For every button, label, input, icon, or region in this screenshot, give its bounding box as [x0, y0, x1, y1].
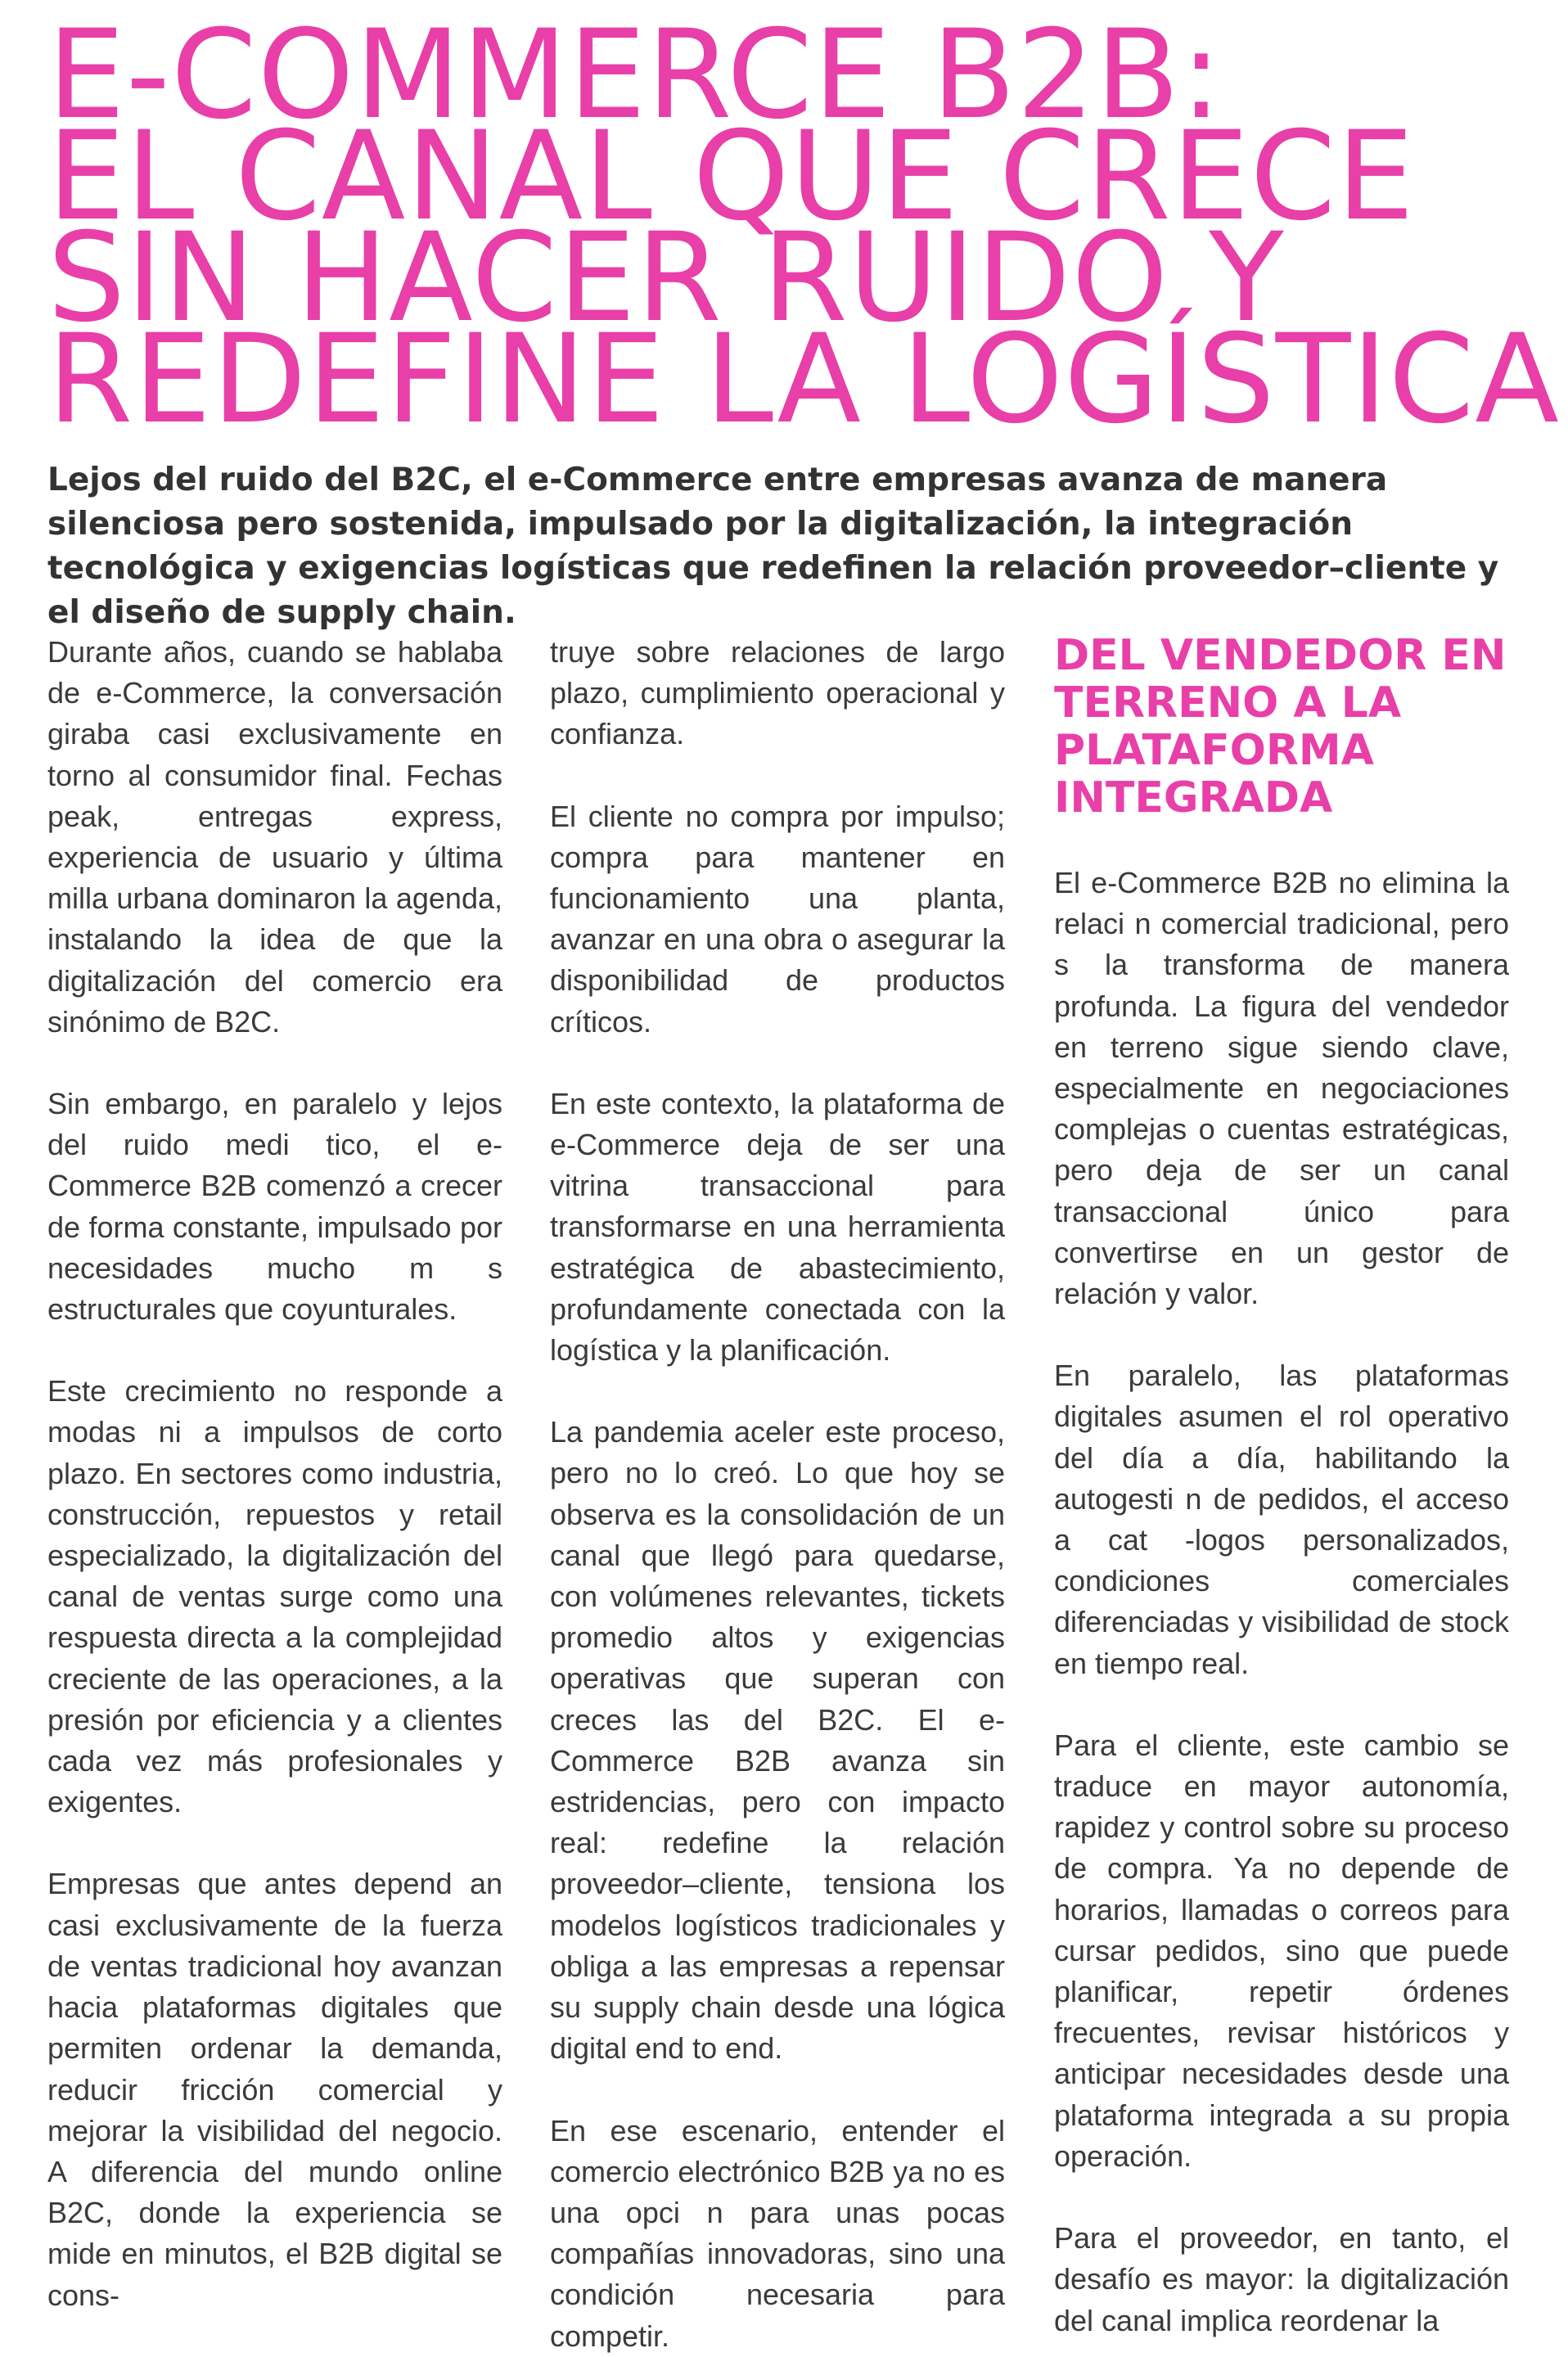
article-lead: Lejos del ruido del B2C, el e-Commerce entre empresas avanza de manera silenciosa pero sostenida, impulsado por la digitalización, la integración tecnológica y exigencias logísticas que redefinen la relación proveedor–cliente y el diseño de supply chain.: [47, 462, 1499, 631]
text-column-2: [550, 632, 1005, 2353]
text-column-1: [47, 632, 502, 2312]
body-paragraph: El cliente no compra por impulso; compra para mantener en funcionamiento una planta, avanzar en una obra o asegurar la disponibilidad de productos críticos.: [550, 799, 1005, 1039]
section-subheading: DEL VENDEDOR EN TERRENO A LA PLATAFORMA INTEGRADA: [1054, 631, 1507, 822]
body-paragraph: Para el cliente, este cambio se traduce en mayor autonomía, rapidez y control sobre su proceso de compra. Ya no depende de horarios, llamadas o correos para cursar pedidos, sino que puede planificar, repetir órdenes frecuentes, revisar históricos y anticipar necesidades desde una plataforma integrada a su propia operación.: [1054, 1728, 1509, 2173]
title-line: SIN HACER RUIDO Y: [47, 207, 1285, 349]
title-line: EL CANAL QUE CRECE: [47, 106, 1416, 248]
body-paragraph: Sin embargo, en paralelo y lejos del ruido medi tico, el e-Commerce B2B comenzó a crecer de forma constante, impulsado por necesidades mucho m s estructurales que coyunturales.: [47, 1087, 502, 1327]
body-paragraph: En paralelo, las plataformas digitales asumen el rol operativo del día a día, habilitando la autogesti n de pedidos, el acceso a cat -logos personalizados, condiciones comerciales diferenciadas y visibilidad de stock en tiempo real.: [1054, 1359, 1509, 1680]
body-paragraph: El e-Commerce B2B no elimina la relaci n comercial tradicional, pero s la transforma de manera profunda. La figura del vendedor en terreno sigue siendo clave, especialmente en negociaciones complejas o cuentas estratégicas, pero deja de ser un canal transaccional único para convertirse en un gestor de relación y valor.: [1054, 866, 1509, 1311]
body-paragraph: En este contexto, la plataforma de e-Commerce deja de ser una vitrina transaccional para transformarse en una herramienta estratégica de abastecimiento, profundamente conectada con la logística y la planificación.: [550, 1086, 1005, 1368]
body-paragraph: Empresas que antes depend an casi exclusivamente de la fuerza de ventas tradicional hoy avanzan hacia plataformas digitales que permiten ordenar la demanda, reducir fricción comercial y mejorar la visibilidad del negocio. A diferencia del mundo online B2C, donde la experiencia se mide en minutos, el B2B digital se cons-: [47, 1867, 502, 2312]
body-paragraph: La pandemia aceler este proceso, pero no lo creó. Lo que hoy se observa es la consolidación de un canal que llegó para quedarse, con volúmenes relevantes, tickets promedio altos y exigencias operativas que superan con creces las del B2C. El e-Commerce B2B avanza sin estridencias, pero con impacto real: redefine la relación proveedor–cliente, tensiona los modelos logísticos tradicionales y obliga a las empresas a repensar su supply chain desde una lógica digital end to end.: [550, 1415, 1005, 2066]
body-paragraph: truye sobre relaciones de largo plazo, cumplimiento operacional y confianza.: [550, 635, 1005, 751]
body-paragraph: Para el proveedor, en tanto, el desafío es mayor: la digitalización del canal implica reordenar la: [1054, 2221, 1509, 2337]
text-column-3: [1054, 631, 1509, 2337]
title-line: E-COMMERCE B2B:: [47, 4, 1223, 146]
body-paragraph: Durante años, cuando se hablaba de e-Commerce, la conversación giraba casi exclusivamente en torno al consumidor final. Fechas peak, entregas express, experiencia de usuario y última milla urbana dominaron la agenda, instalando la idea de que la digitalización del comercio era sinónimo de B2C.: [47, 635, 502, 1039]
body-paragraph: Este crecimiento no responde a modas ni a impulsos de corto plazo. En sectores como industria, construcción, repuestos y retail especializado, la digitalización del canal de ventas surge como una respuesta directa a la complejidad creciente de las operaciones, a la presión por eficiencia y a clientes cada vez más profesionales y exigentes.: [47, 1374, 502, 1819]
body-paragraph: En ese escenario, entender el comercio electrónico B2B ya no es una opci n para unas pocas compañías innovadoras, sino una condición necesaria para competir.: [550, 2113, 1005, 2353]
title-line: REDEFINE LA LOGÍSTICA: [47, 309, 1560, 451]
article-title: [47, 4, 1560, 451]
